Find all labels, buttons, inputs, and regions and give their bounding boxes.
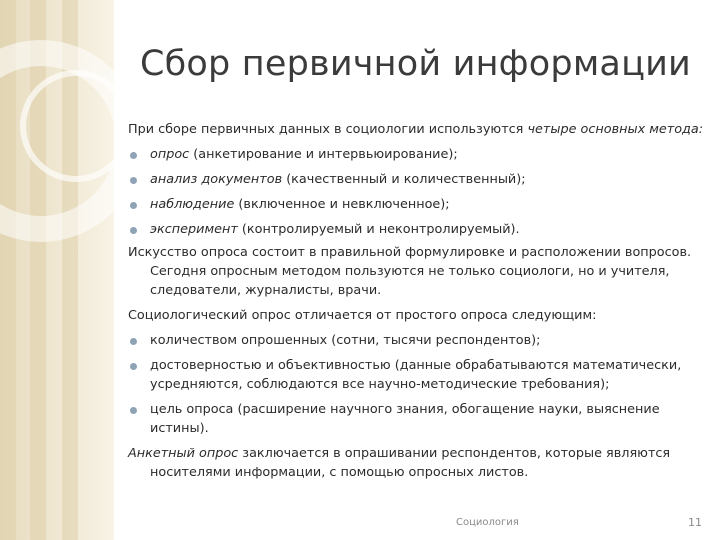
method-name: эксперимент bbox=[150, 222, 238, 237]
intro-text: При сборе первичных данных в социологии используются bbox=[128, 122, 528, 137]
footer-label: Социология bbox=[456, 517, 519, 528]
method-name: анализ документов bbox=[150, 172, 283, 187]
slide-body bbox=[128, 120, 706, 488]
anketa-emphasis: Анкетный опрос bbox=[128, 446, 239, 461]
intro-paragraph bbox=[128, 120, 706, 139]
art-paragraph: Искусство опроса состоит в правильной формулировке и расположении вопросов. Сегодня опросным методом пользуются не только социологи, но и учителя, следователи, журналисты, врачи. bbox=[128, 245, 692, 298]
method-detail: (качественный и количественный); bbox=[282, 172, 526, 187]
method-name: наблюдение bbox=[150, 197, 235, 212]
difference-item: количеством опрошенных (сотни, тысячи респондентов); bbox=[128, 331, 706, 350]
method-item bbox=[128, 145, 706, 164]
difference-item: достоверностью и объективностью (данные обрабатываются математически, усредняются, соблюдаются все научно-методические требования); bbox=[128, 356, 706, 394]
difference-item: цель опроса (расширение научного знания, обогащение науки, выяснение истины). bbox=[128, 400, 706, 438]
method-detail: (включенное и невключенное); bbox=[234, 197, 450, 212]
intro-emphasis: четыре основных метода: bbox=[527, 122, 704, 137]
page-number: 11 bbox=[688, 516, 702, 529]
method-item bbox=[128, 220, 706, 239]
slide-title: Сбор первичной информации bbox=[140, 44, 691, 84]
method-detail: (контролируемый и неконтролируемый). bbox=[237, 222, 520, 237]
difference-paragraph: Социологический опрос отличается от простого опроса следующим: bbox=[128, 308, 597, 323]
method-item bbox=[128, 195, 706, 214]
anketa-text: заключается в опрашивании респондентов, которые являются носителями информации, с помощью опросных листов. bbox=[150, 446, 671, 480]
method-name: опрос bbox=[150, 147, 190, 162]
method-item bbox=[128, 170, 706, 189]
anketa-paragraph bbox=[128, 444, 706, 482]
method-detail: (анкетирование и интервьюирование); bbox=[189, 147, 458, 162]
